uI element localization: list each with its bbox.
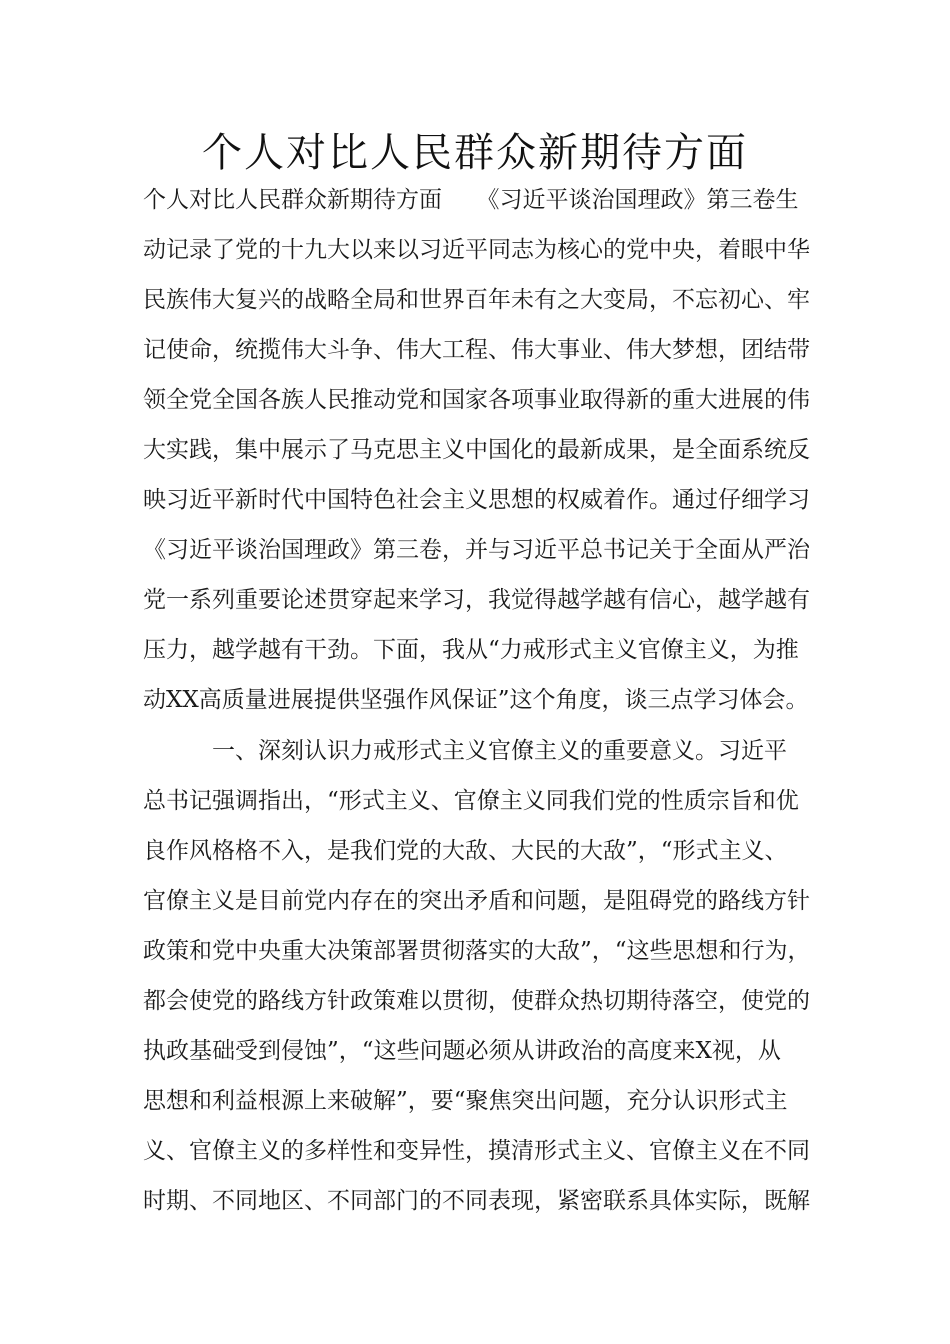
body-line: 良作风格格不入，是我们党的大敌、大民的大敌”，“形式主义、 bbox=[143, 838, 788, 864]
body-line: 民族伟大复兴的战略全局和世界百年未有之大变局，不忘初心、牢 bbox=[143, 287, 810, 313]
body-line: 官僚主义是目前党内存在的突出矛盾和问题，是阻碍党的路线方针 bbox=[143, 888, 810, 914]
body-line: 映习近平新时代中国特色社会主义思想的权威着作。通过仔细学习 bbox=[143, 487, 810, 513]
body-line: 总书记强调指出，“形式主义、官僚主义同我们党的性质宗旨和优 bbox=[143, 788, 799, 814]
body-line: 思想和利益根源上来破解”，要“聚焦突出问题，充分认识形式主 bbox=[143, 1088, 788, 1114]
body-line: 动XX高质量进展提供坚强作风保证”这个角度，谈三点学习体会。 bbox=[143, 687, 809, 713]
body-line: 执政基础受到侵蚀”，“这些问题必须从讲政治的高度来X视，从 bbox=[143, 1038, 781, 1064]
body-line: 《习近平谈治国理政》第三卷，并与习近平总书记关于全面从严治 bbox=[143, 537, 810, 563]
body-line: 动记录了党的十九大以来以习近平同志为核心的党中央，着眼中华 bbox=[143, 237, 810, 263]
body-line: 义、官僚主义的多样性和变异性，摸清形式主义、官僚主义在不同 bbox=[143, 1138, 810, 1164]
body-line: 压力，越学越有干劲。下面，我从“力戒形式主义官僚主义，为推 bbox=[143, 637, 799, 663]
body-line: 个人对比人民群众新期待方面 《习近平谈治国理政》第三卷生 bbox=[143, 187, 799, 213]
document-title: 个人对比人民群众新期待方面 bbox=[202, 130, 748, 176]
body-line: 一、深刻认识力戒形式主义官僚主义的重要意义。习近平 bbox=[143, 738, 787, 764]
body-line: 党一系列重要论述贯穿起来学习，我觉得越学越有信心，越学越有 bbox=[143, 587, 810, 613]
body-line: 领全党全国各族人民推动党和国家各项事业取得新的重大进展的伟 bbox=[143, 387, 810, 413]
body-line: 记使命，统揽伟大斗争、伟大工程、伟大事业、伟大梦想，团结带 bbox=[143, 337, 810, 363]
body-line: 都会使党的路线方针政策难以贯彻，使群众热切期待落空，使党的 bbox=[143, 988, 810, 1014]
body-line: 政策和党中央重大决策部署贯彻落实的大敌”，“这些思想和行为， bbox=[143, 938, 811, 964]
body-line: 大实践，集中展示了马克思主义中国化的最新成果，是全面系统反 bbox=[143, 437, 810, 463]
body-line: 时期、不同地区、不同部门的不同表现，紧密联系具体实际，既解 bbox=[143, 1188, 810, 1214]
